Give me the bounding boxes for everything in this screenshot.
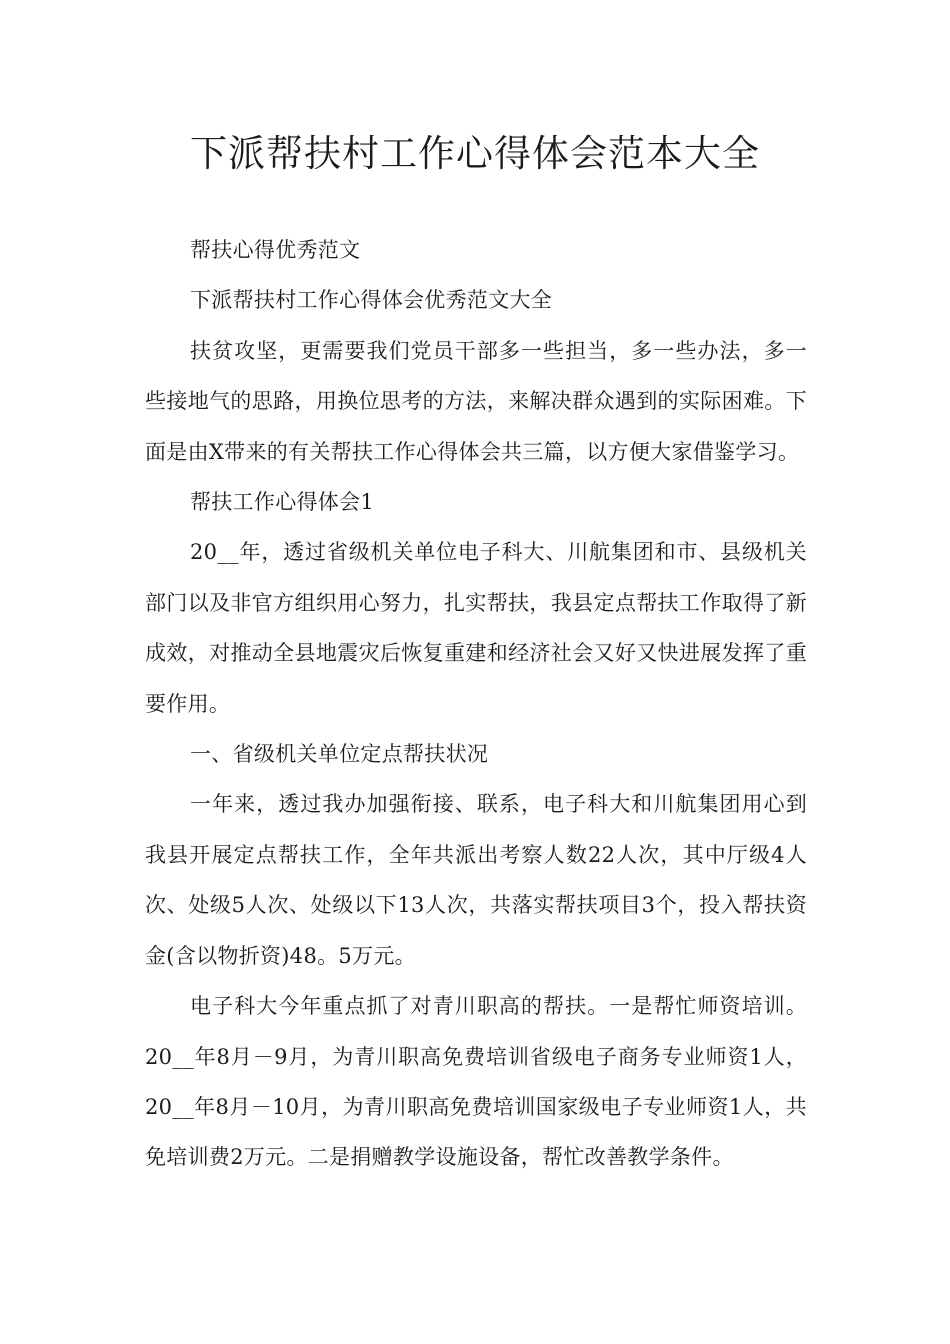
document-title: 下派帮扶村工作心得体会范本大全	[190, 132, 760, 175]
paragraph-overview: 20__年，透过省级机关单位电子科大、川航集团和市、县级机关部门以及非官方组织用心努力，扎实帮扶，我县定点帮扶工作取得了新成效，对推动全县地震灾后恢复重建和经济社会又好又快进展发挥了重要作用。	[145, 540, 807, 716]
paragraph-detail: 电子科大今年重点抓了对青川职高的帮扶。一是帮忙师资培训。20__年8月－9月，为青川职高免费培训省级电子商务专业师资1人，20__年8月－10月，为青川职高免费培训国家级电子专业师资1人，共免培训费2万元。二是捐赠教学设施设备，帮忙改善教学条件。	[145, 994, 807, 1170]
subsection-heading: 一、省级机关单位定点帮扶状况	[190, 742, 489, 767]
paragraph-subtitle: 帮扶心得优秀范文	[190, 238, 361, 262]
paragraph-heading: 下派帮扶村工作心得体会优秀范文大全	[190, 288, 553, 313]
paragraph-summary: 一年来，透过我办加强衔接、联系，电子科大和川航集团用心到我县开展定点帮扶工作，全年共派出考察人数22人次，其中厅级4人次、处级5人次、处级以下13人次，共落实帮扶项目3个，投入帮扶资金(含以物折资)48。5万元。	[145, 792, 807, 968]
section-heading-1: 帮扶工作心得体会1	[190, 490, 375, 515]
document-body	[145, 225, 807, 1183]
paragraph-intro: 扶贫攻坚，更需要我们党员干部多一些担当，多一些办法，多一些接地气的思路，用换位思考的方法，来解决群众遇到的实际困难。下面是由X带来的有关帮扶工作心得体会共三篇，以方便大家借鉴学习。	[145, 338, 807, 464]
